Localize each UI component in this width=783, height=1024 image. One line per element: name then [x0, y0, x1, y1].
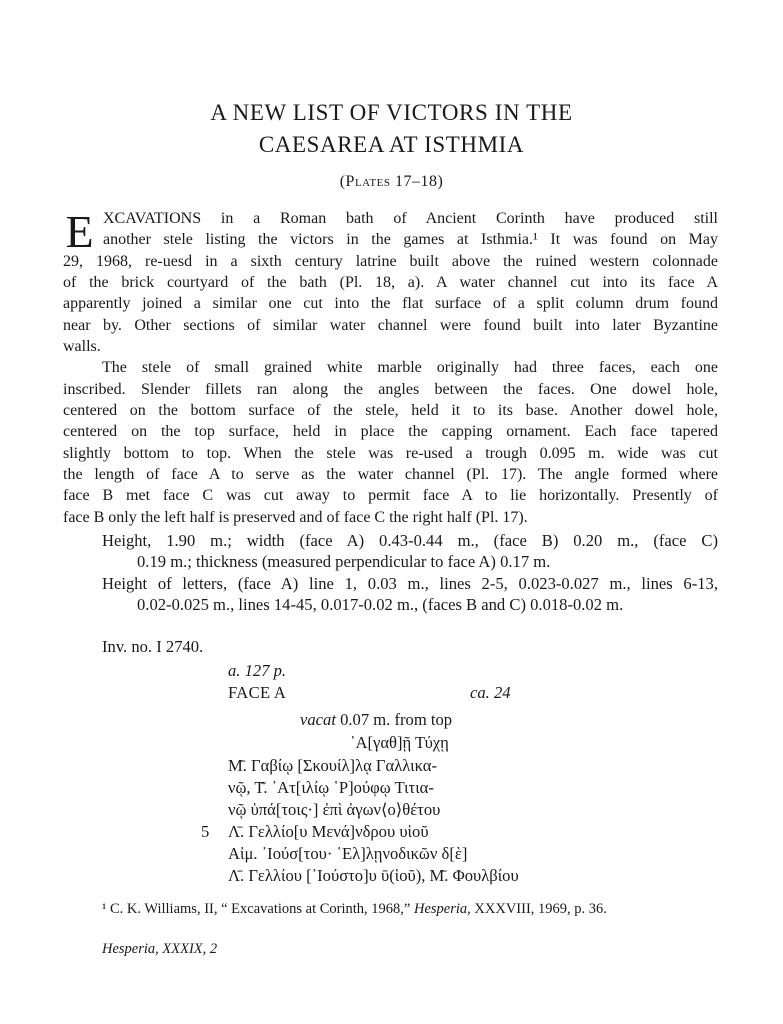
- footnote-text-after: XXXVIII, 1969, p. 36.: [470, 901, 607, 917]
- height-dimensions-line-2: 0.19 m.; thickness (measured perpendicular to face A) 0.17 m.: [137, 552, 551, 571]
- para1-line-6: near by. Other sections of similar water channel were found built into later Byzantine: [63, 317, 718, 334]
- vacat-word: vacat: [300, 710, 336, 729]
- inscription-line-4: νῷ ὑπά[τοις·] ἐπὶ ἀγων⟨ο⟩θέτου: [228, 800, 441, 819]
- para2-line-1: The stele of small grained white marble originally had three faces, each one: [102, 359, 718, 376]
- vacat-note: [300, 710, 452, 730]
- article-title-line-1: A NEW LIST OF VICTORS IN THE: [210, 100, 573, 125]
- para2-line-4: centered on the top surface, held in place the capping ornament. Each face tapered: [63, 423, 718, 440]
- vacat-detail: 0.07 m. from top: [335, 710, 453, 729]
- plates-reference: (Plates 17–18): [339, 173, 444, 190]
- inventory-number: Inv. no. I 2740.: [102, 637, 204, 656]
- para1-line-3: 29, 1968, re-uesd in a sixth century latrine built above the ruined western colonnade: [63, 253, 718, 270]
- height-dimensions-line-1: Height, 1.90 m.; width (face A) 0.43-0.44 m., (face B) 0.20 m., (face C): [102, 531, 718, 550]
- inscription-line-2: Μ̄. Γαβίῳ [Σκουίλ]λᾳ Γαλλικα-: [228, 756, 438, 775]
- footnote-marker: ¹: [102, 901, 107, 917]
- para2-line-7: face B met face C was cut away to permit face A to lie horizontally. Presently of: [63, 487, 718, 504]
- drop-cap: E: [65, 206, 94, 257]
- footnote: [102, 901, 607, 918]
- para1-line-4: of the brick courtyard of the bath (Pl. 18, a). A water channel cut into its face A: [63, 274, 718, 291]
- para1-line-5: apparently joined a similar one cut into the flat surface of a split column drum found: [63, 295, 718, 312]
- article-title-line-2: CAESAREA AT ISTHMIA: [258, 132, 525, 157]
- para1-line-2: another stele listing the victors in the games at Isthmia.¹ It was found on May: [103, 231, 718, 248]
- para1-line-1: XCAVATIONS in a Roman bath of Ancient Corinth have produced still: [103, 210, 718, 227]
- inscription-line-1: ᾿Α[γαθ]ῇ Τύχῃ: [350, 733, 449, 752]
- letter-heights-line-2: 0.02-0.025 m., lines 14-45, 0.017-0.02 m., (faces B and C) 0.018-0.02 m.: [137, 595, 624, 614]
- para2-line-3: centered on the bottom surface of the stele, held it to its base. Another dowel hole,: [63, 402, 718, 419]
- letters-per-line: ca. 24: [470, 683, 511, 702]
- para2-line-5: slightly bottom to top. When the stele was re-used a trough 0.095 m. wide was cut: [63, 445, 718, 462]
- inscription-line-5: Λ̄. Γελλίο[υ Μενά]νδρου υἱοῦ: [228, 822, 429, 841]
- footnote-text-before: C. K. Williams, II, “ Excavations at Corinth, 1968,”: [106, 901, 414, 917]
- footnote-journal: Hesperia,: [413, 901, 471, 917]
- para1-line-7: walls.: [63, 338, 101, 355]
- inscription-line-6: Αἰμ. ᾿Ιούσ[του· ῾Ελ]λῃνοδικῶν δ[ὲ]: [228, 844, 468, 863]
- inscription-line-number-5: 5: [201, 822, 210, 841]
- inscription-line-3: νῷ, Τ̄. ᾿Ατ[ιλίῳ ῾Ρ]ούφῳ Τιτια-: [228, 778, 434, 797]
- inscription-date: a. 127 p.: [228, 661, 287, 680]
- face-label: FACE A: [228, 683, 287, 702]
- letter-heights-line-1: Height of letters, (face A) line 1, 0.03 m., lines 2-5, 0.023-0.027 m., lines 6-13,: [102, 574, 718, 593]
- para2-line-6: the length of face A to serve as the water channel (Pl. 17). The angle formed where: [63, 466, 718, 483]
- page-footer-signature: Hesperia, XXXIX, 2: [102, 941, 218, 957]
- para2-line-2: inscribed. Slender fillets ran along the angles between the faces. One dowel hole,: [63, 381, 718, 398]
- para2-line-8: face B only the left half is preserved and of face C the right half (Pl. 17).: [63, 509, 528, 526]
- inscription-line-7: Λ̄. Γελλίου [᾿Ιούστο]υ ῡ(ἱοῦ), Μ̄. Φουλβίου: [228, 866, 519, 885]
